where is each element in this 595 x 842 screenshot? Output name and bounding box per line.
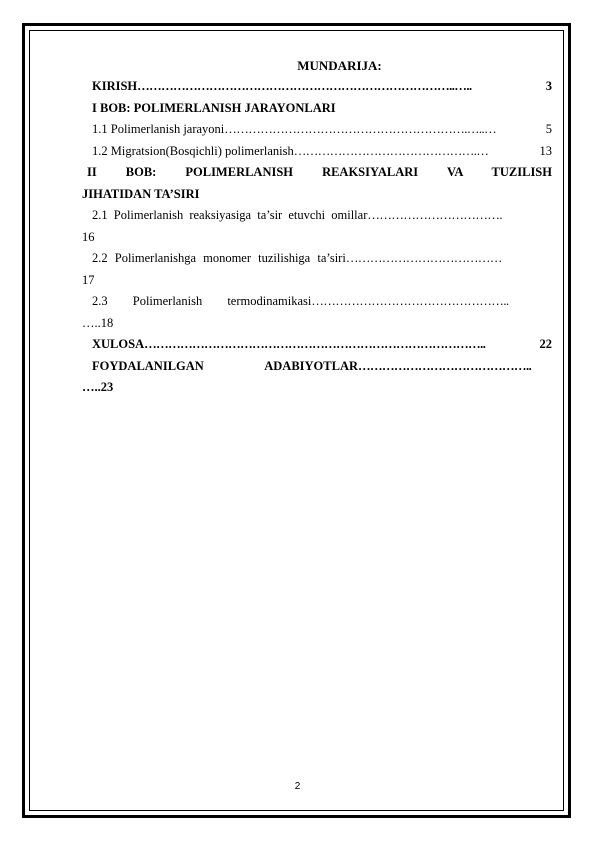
toc-entry-label: 1.2 Migratsion(Bosqichli) polimerlanish: [92, 143, 294, 158]
toc-entry-label: 2.2 Polimerlanishga monomer tuzilishiga ta’siri: [92, 251, 346, 265]
toc-entry-2-2[interactable]: [82, 248, 552, 291]
toc-entry-label: I BOB: POLIMERLANISH JARAYONLARI: [92, 100, 336, 115]
toc-leader-dots: …………………………….: [367, 208, 502, 222]
toc-page-number: …..18: [82, 315, 114, 330]
toc-page-number: 16: [82, 229, 95, 244]
toc-entry-label: 1.1 Polimerlanish jarayoni: [92, 122, 225, 136]
toc-leader-dots: ……………………………………………………………………..…..: [137, 79, 472, 93]
toc-entry-xulosa[interactable]: [87, 334, 552, 356]
toc-leader-dots: ……………………………………..: [358, 358, 532, 373]
toc-leader-dots: …………………………………: [345, 251, 502, 265]
toc-page-number: 13: [539, 143, 552, 158]
toc-entry-label: XULOSA: [92, 337, 145, 351]
toc-entry-1-2[interactable]: [87, 141, 552, 163]
toc-entry-label-continued: JIHATIDAN TA’SIRI: [82, 186, 200, 201]
toc-entry-bob1[interactable]: [87, 98, 552, 120]
toc-page-number: 17: [82, 272, 95, 287]
toc-leader-dots: …………………………………………………….…..…: [224, 122, 497, 136]
toc-entry-bob2[interactable]: [82, 162, 552, 205]
toc-entry-1-1[interactable]: [87, 119, 552, 141]
toc-entry-label: FOYDALANILGAN ADABIYOTLAR: [92, 358, 359, 373]
toc-entry-2-3[interactable]: [82, 291, 552, 334]
toc-entry-2-1[interactable]: [82, 205, 552, 248]
toc-entry-label: KIRISH: [92, 79, 138, 93]
toc-page-number: 22: [539, 337, 552, 351]
toc-leader-dots: …………………………………………………………………………..: [144, 337, 486, 351]
toc-leader-dots: ……………………………………….…: [293, 143, 489, 158]
toc-leader-dots: …………………………………………..: [311, 294, 509, 308]
toc-page-number: …..23: [82, 380, 114, 394]
toc-entry-foydalanilgan[interactable]: [82, 356, 552, 399]
toc-entry-label: II BOB: POLIMERLANISH REAKSIYALARI VA TUZILISH: [87, 165, 552, 179]
toc-entry-kirish[interactable]: [87, 76, 552, 98]
page-number: 2: [294, 781, 301, 792]
table-of-contents: [82, 56, 552, 399]
toc-title: MUNDARIJA:: [297, 58, 382, 73]
toc-entry-label: 2.1 Polimerlanish reaksiyasiga ta’sir etuvchi omillar: [92, 208, 368, 222]
toc-page-number: 5: [545, 122, 552, 136]
toc-entry-label: 2.3 Polimerlanish termodinamikasi: [92, 294, 312, 308]
toc-page-number: 3: [545, 79, 552, 93]
